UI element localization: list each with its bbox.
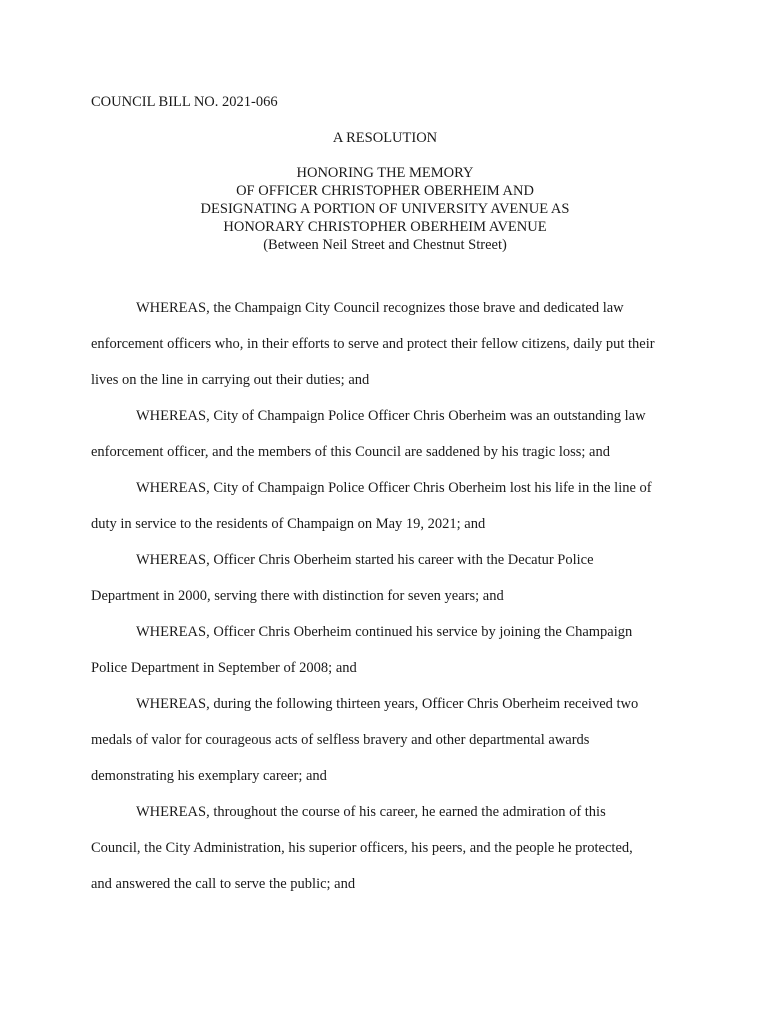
paragraph-line: lives on the line in carrying out their duties; and	[91, 372, 370, 388]
resolution-title	[0, 164, 770, 254]
paragraph-line: WHEREAS, during the following thirteen years, Officer Chris Oberheim received two	[136, 696, 639, 712]
paragraph-line: duty in service to the residents of Champaign on May 19, 2021; and	[91, 516, 486, 532]
paragraph-line: WHEREAS, the Champaign City Council recognizes those brave and dedicated law	[136, 300, 624, 316]
whereas-paragraph	[91, 686, 691, 794]
resolution-body	[91, 290, 691, 902]
paragraph-line: Department in 2000, serving there with distinction for seven years; and	[91, 588, 504, 604]
title-line: HONORING THE MEMORY	[296, 165, 474, 181]
paragraph-line: WHEREAS, Officer Chris Oberheim continued his service by joining the Champaign	[136, 624, 633, 640]
title-subline: (Between Neil Street and Chestnut Street)	[263, 237, 507, 253]
bill-number: COUNCIL BILL NO. 2021-066	[91, 94, 278, 110]
paragraph-line: WHEREAS, City of Champaign Police Officer Chris Oberheim lost his life in the line of	[136, 480, 652, 496]
paragraph-line: WHEREAS, throughout the course of his career, he earned the admiration of this	[136, 804, 606, 820]
paragraph-line: and answered the call to serve the public; and	[91, 876, 356, 892]
paragraph-line: demonstrating his exemplary career; and	[91, 768, 327, 784]
whereas-paragraph	[91, 470, 691, 542]
title-line: DESIGNATING A PORTION OF UNIVERSITY AVENUE AS	[200, 201, 570, 217]
title-line: OF OFFICER CHRISTOPHER OBERHEIM AND	[236, 183, 534, 199]
title-line: HONORARY CHRISTOPHER OBERHEIM AVENUE	[223, 219, 547, 235]
paragraph-line: WHEREAS, Officer Chris Oberheim started his career with the Decatur Police	[136, 552, 594, 568]
whereas-paragraph	[91, 542, 691, 614]
resolution-label: A RESOLUTION	[332, 130, 438, 146]
whereas-paragraph	[91, 290, 691, 398]
whereas-paragraph	[91, 794, 691, 902]
paragraph-line: Police Department in September of 2008; and	[91, 660, 357, 676]
paragraph-line: enforcement officer, and the members of this Council are saddened by his tragic loss; and	[91, 444, 610, 460]
paragraph-line: enforcement officers who, in their efforts to serve and protect their fellow citizens, daily put their	[91, 336, 655, 352]
paragraph-line: Council, the City Administration, his superior officers, his peers, and the people he protected,	[91, 840, 633, 856]
paragraph-line: medals of valor for courageous acts of selfless bravery and other departmental awards	[91, 732, 590, 748]
whereas-paragraph	[91, 398, 691, 470]
paragraph-line: WHEREAS, City of Champaign Police Officer Chris Oberheim was an outstanding law	[136, 408, 646, 424]
whereas-paragraph	[91, 614, 691, 686]
